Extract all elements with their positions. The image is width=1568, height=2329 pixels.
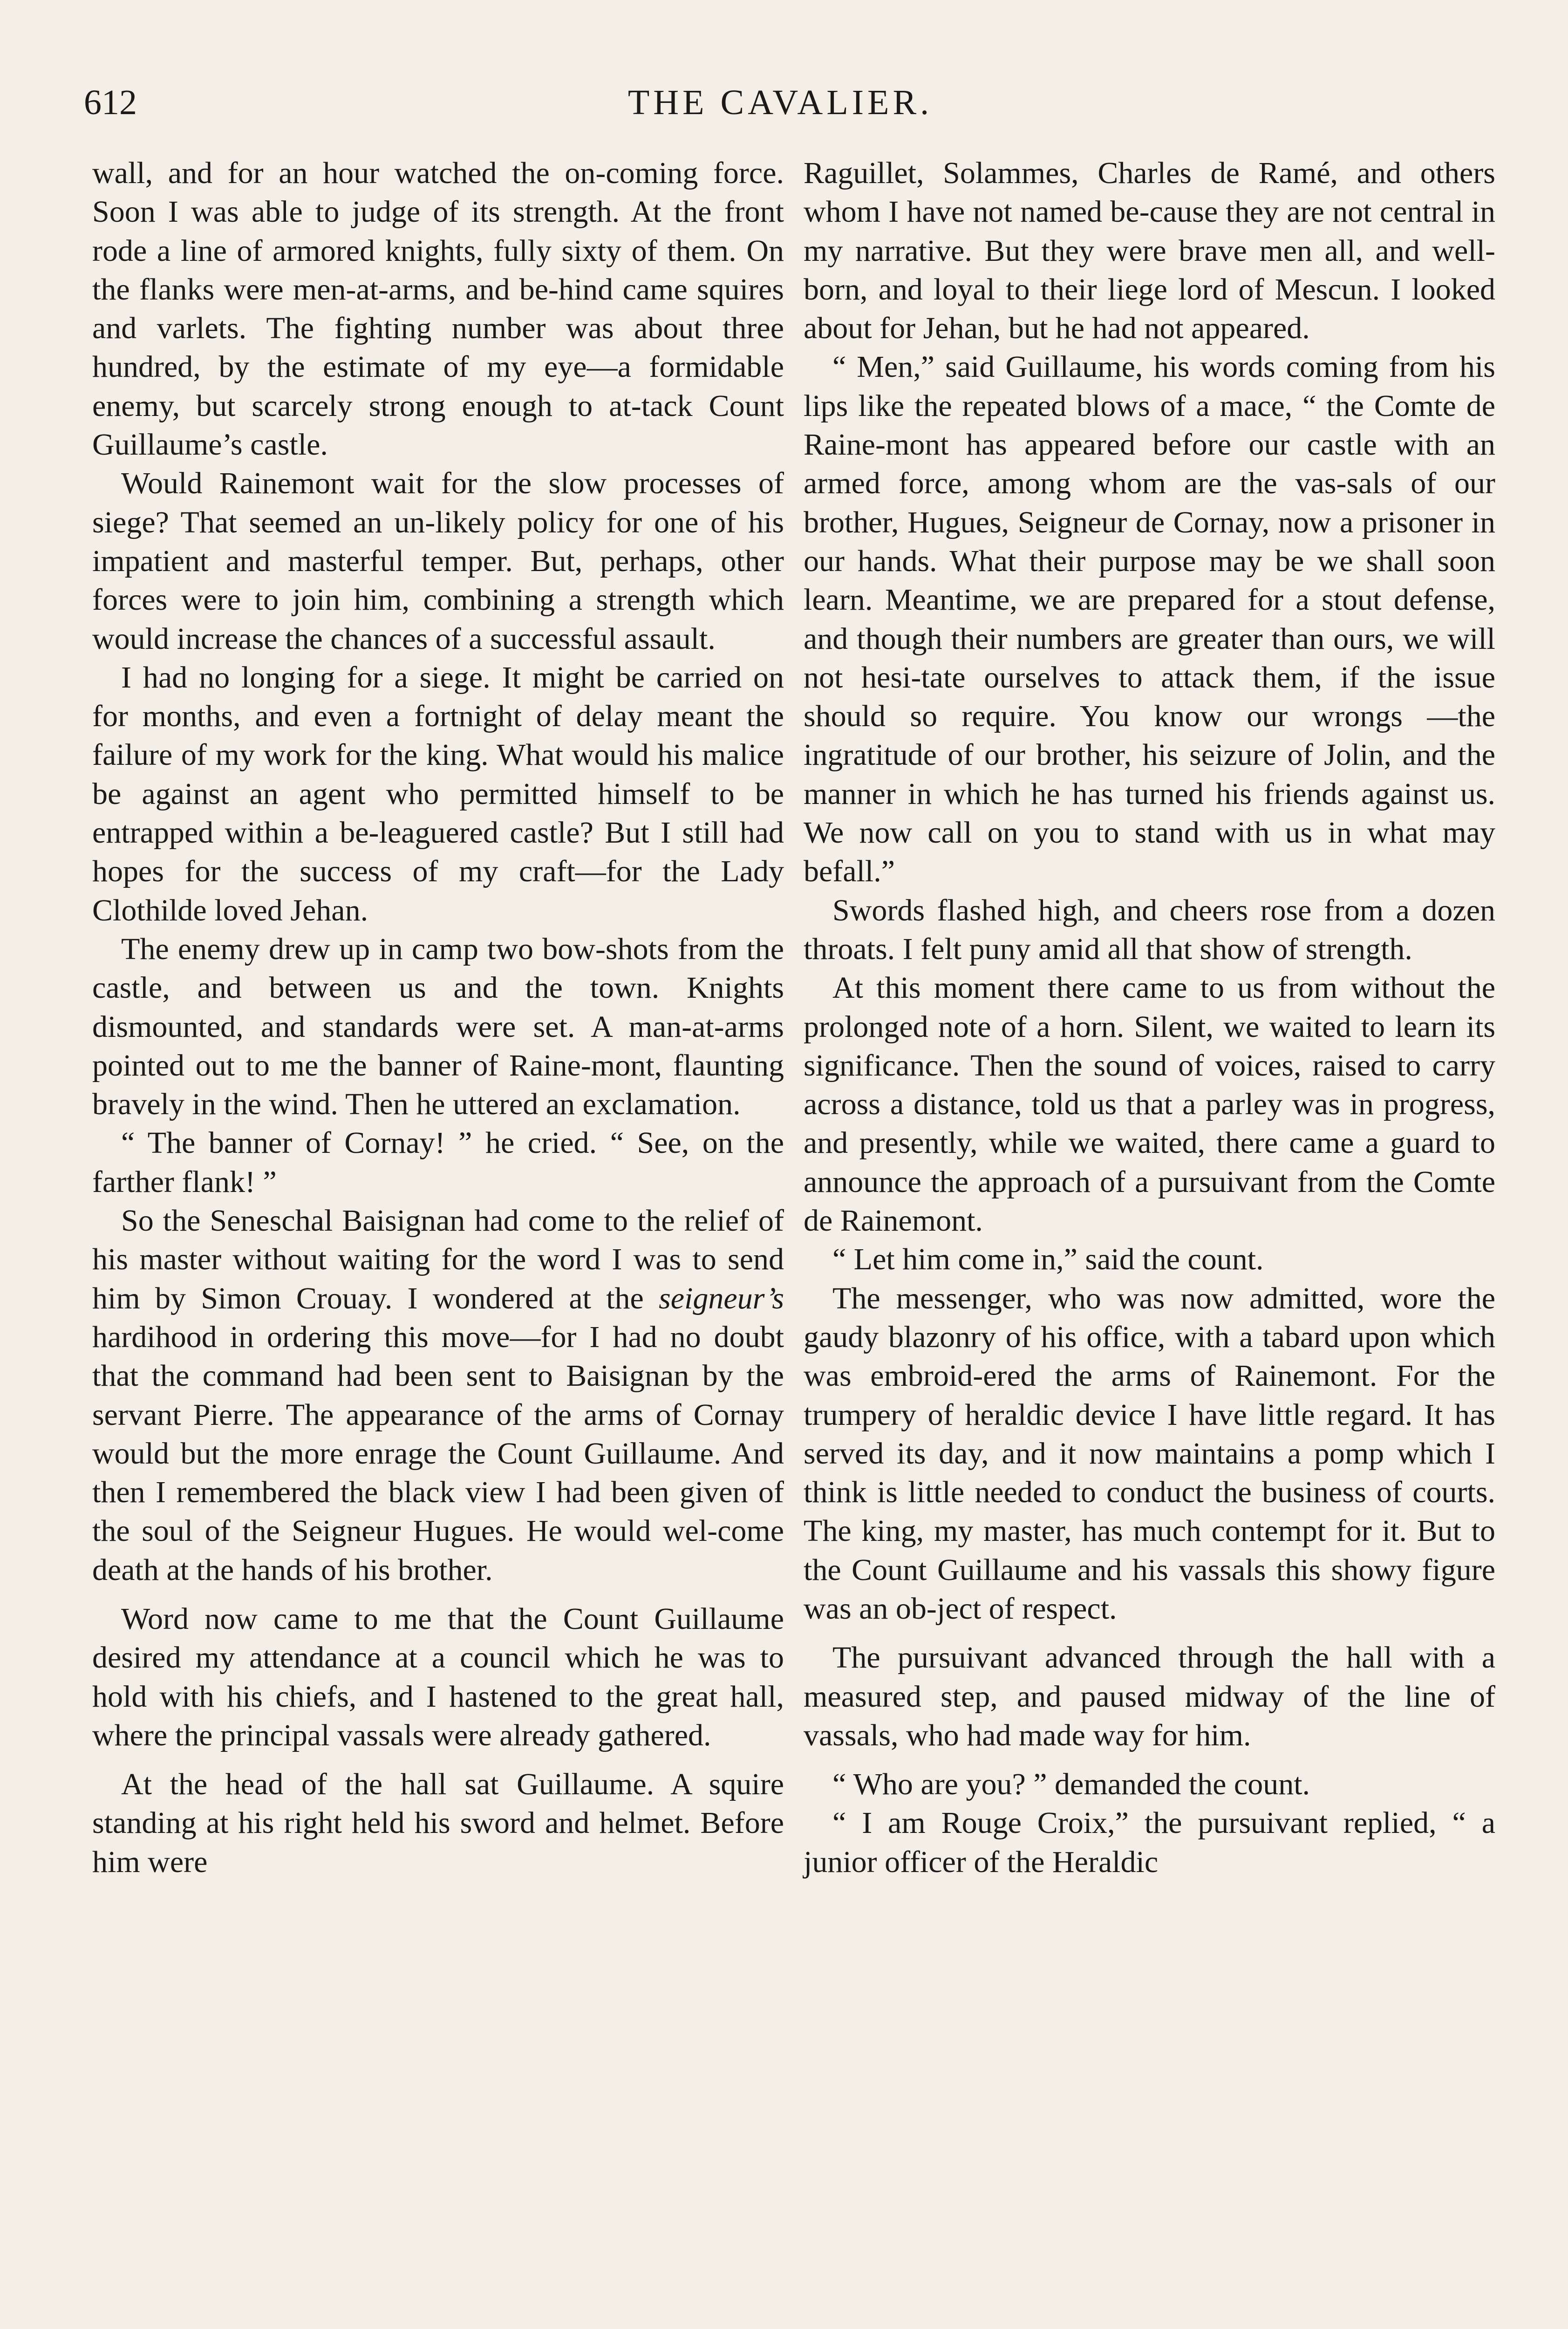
paragraph: The messenger, who was now admitted, wore the gaudy blazonry of his office, with a tabard upon which was embroid-ered the arms of Rainemont. For the trumpery of heraldic device I have little regard. It has served its day, and it now maintains a pomp which I think is little needed to conduct the business of courts. The king, my master, has much contempt for it. But to the Count Guillaume and his vassals this showy figure was an ob-ject of respect. xyxy=(804,1281,1495,1626)
running-title: THE CAVALIER. xyxy=(627,83,933,122)
page-number: 612 xyxy=(84,83,137,122)
paragraph: Word now came to me that the Count Guillaume desired my attendance at a council which he was to hold with his chiefs, and I hastened to the great hall, where the principal vassals were already gathered. xyxy=(92,1601,784,1752)
paragraph: At the head of the hall sat Guillaume. A squire standing at his right held his sword and helmet. Before him were xyxy=(92,1767,784,1879)
paragraph: Would Rainemont wait for the slow processes of siege? That seemed an un-likely policy for one of his impatient and masterful temper. But, perhaps, other forces were to join him, combining a strength which would increase the chances of a successful assault. xyxy=(92,466,784,656)
paragraph: Raguillet, Solammes, Charles de Ramé, and others whom I have not named be-cause they are not central in my narrative. But they were brave men all, and well-born, and loyal to their liege lord of Mescun. I looked about for Jehan, but he had not appeared. xyxy=(804,156,1495,346)
paragraph: I had no longing for a siege. It might be carried on for months, and even a fortnight of delay meant the failure of my work for the king. What would his malice be against an agent who permitted himself to be entrapped within a be-leaguered castle? But I still had hopes for the success of my craft—for the Lady Clothilde loved Jehan. xyxy=(92,660,784,927)
paragraph: wall, and for an hour watched the on-coming force. Soon I was able to judge of its strength. At the front rode a line of armored knights, fully sixty of them. On the flanks were men-at-arms, and be-hind came squires and varlets. The fighting number was about three hundred, by the estimate of my eye—a formidable enemy, but scarcely strong enough to at-tack Count Guillaume’s castle. xyxy=(92,156,784,462)
italic-word: seigneur’s xyxy=(659,1281,784,1315)
paragraph xyxy=(92,1201,784,1589)
page-header xyxy=(84,70,1477,135)
paragraph: “ I am Rouge Croix,” the pursuivant replied, “ a junior officer of the Heraldic xyxy=(804,1806,1495,1879)
right-column xyxy=(804,154,1495,1881)
paragraph: The enemy drew up in camp two bow-shots from the castle, and between us and the town. Knights dismounted, and standards were set. A man-at-arms pointed out to me the banner of Raine-mont, flaunting bravely in the wind. Then he uttered an exclamation. xyxy=(92,932,784,1122)
paragraph-text: So the Seneschal Baisignan had come to the relief of his master without waiting for the word I was to send him by Simon Crouay. I wondered at the xyxy=(92,1204,784,1315)
left-column xyxy=(92,154,784,1881)
paragraph: “ Who are you? ” demanded the count. xyxy=(832,1767,1310,1802)
paragraph: Swords flashed high, and cheers rose from a dozen throats. I felt puny amid all that show of strength. xyxy=(804,893,1495,966)
paragraph: “ Men,” said Guillaume, his words coming from his lips like the repeated blows of a mace, “ the Comte de Raine-mont has appeared before our castle with an armed force, among whom are the vas-sals of our brother, Hugues, Seigneur de Cornay, now a prisoner in our hands. What their purpose may be we shall soon learn. Meantime, we are prepared for a stout defense, and though their numbers are greater than ours, we will not hesi-tate ourselves to attack them, if the issue should so require. You know our wrongs —the ingratitude of our brother, his seizure of Jolin, and the manner in which he has turned his friends against us. We now call on you to stand with us in what may befall.” xyxy=(804,350,1495,889)
paragraph: The pursuivant advanced through the hall with a measured step, and paused midway of the line of vassals, who had made way for him. xyxy=(804,1641,1495,1752)
paragraph-text: hardihood in ordering this move—for I had no doubt that the command had been sent to Baisignan by the servant Pierre. The appearance of the arms of Cornay would but the more enrage the Count Guillaume. And then I remembered the black view I had been given of the soul of the Seigneur Hugues. He would wel-come death at the hands of his brother. xyxy=(92,1320,784,1587)
paragraph: “ Let him come in,” said the count. xyxy=(832,1242,1264,1277)
paragraph: “ The banner of Cornay! ” he cried. “ See, on the farther flank! ” xyxy=(92,1126,784,1199)
paragraph: At this moment there came to us from without the prolonged note of a horn. Silent, we waited to learn its significance. Then the sound of voices, raised to carry across a distance, told us that a parley was in progress, and presently, while we waited, there came a guard to announce the approach of a pursuivant from the Comte de Rainemont. xyxy=(804,971,1495,1238)
